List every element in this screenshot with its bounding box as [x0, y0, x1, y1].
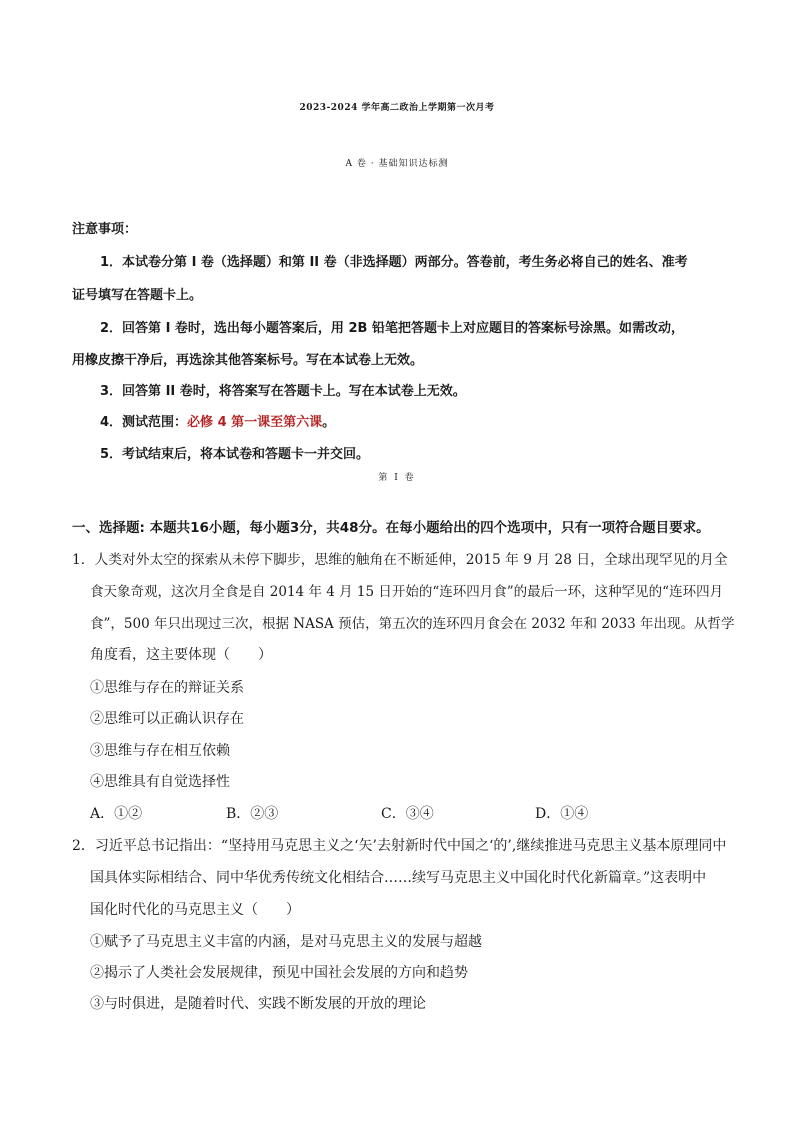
question-1-line-3: 食”，500 年只出现过三次，根据 NASA 预估，第五次的连环四月食会在 2032 年和 2033 年出现。从哲学: [90, 616, 735, 632]
question-2-line-3: 国化时代化的马克思主义（ ）: [90, 902, 300, 918]
test-scope-highlight: 必修 4 第一课至第六课: [187, 415, 323, 430]
question-2-line-2: 国具体实际相结合、同中华优秀传统文化相结合……续写马克思主义中国化时代化新篇章。”这表明中: [90, 870, 707, 886]
notice-item-1-line-2: 证号填写在答题卡上。: [72, 288, 203, 303]
question-1-choice-b: B．②③: [226, 806, 279, 822]
question-1-option-3: ③思维与存在相互依赖: [90, 743, 230, 759]
question-2-option-2: ②揭示了人类社会发展规律，预见中国社会发展的方向和趋势: [90, 965, 468, 981]
notice-item-3: 3．回答第 II 卷时，将答案写在答题卡上。写在本试卷上无效。: [100, 384, 466, 399]
question-1-choice-a: A．①②: [90, 806, 143, 822]
notice-heading: 注意事项：: [72, 222, 138, 237]
question-1-option-4: ④思维具有自觉选择性: [90, 774, 230, 790]
notice-item-1-line-1: 1．本试卷分第 I 卷（选择题）和第 II 卷（非选择题）两部分。答卷前，考生务必将自己的姓名、准考: [100, 255, 688, 270]
question-2-option-1: ①赋予了马克思主义丰富的内涵，是对马克思主义的发展与超越: [90, 934, 482, 950]
question-1-line-2: 食天象奇观，这次月全食是自 2014 年 4 月 15 日开始的“连环四月食”的最后一环，这种罕见的“连环四月: [90, 584, 724, 600]
notice-item-4-suffix: 。: [322, 415, 336, 430]
question-1-option-2: ②思维可以正确认识存在: [90, 711, 244, 727]
question-2-line-1: 2．习近平总书记指出：“坚持用马克思主义之‘矢’去射新时代中国之‘的’,继续推进马克思主义基本原理同中: [72, 838, 727, 854]
volume-title: 第 I 卷: [378, 473, 416, 483]
notice-item-5: 5．考试结束后，将本试卷和答题卡一并交回。: [100, 447, 370, 462]
question-1-option-1: ①思维与存在的辩证关系: [90, 680, 244, 696]
notice-item-2-line-1: 2．回答第 I 卷时，选出每小题答案后，用 2B 铅笔把答题卡上对应题目的答案标号涂黑。如需改动，: [100, 321, 684, 336]
notice-item-2-line-2: 用橡皮擦干净后，再选涂其他答案标号。写在本试卷上无效。: [72, 353, 424, 368]
notice-item-4: [100, 411, 335, 430]
question-1-choice-d: D．①④: [535, 806, 589, 822]
exam-title: 2023-2024 学年高二政治上学期第一次月考: [299, 103, 495, 113]
notice-item-4-prefix: 4．测试范围：: [100, 415, 188, 430]
question-1-line-4: 角度看，这主要体现（ ）: [90, 647, 272, 663]
question-1-choice-c: C．③④: [381, 806, 434, 822]
exam-subtitle: A 卷 · 基础知识达标测: [345, 159, 449, 169]
question-2-option-3: ③与时俱进，是随着时代、实践不断发展的开放的理论: [90, 996, 426, 1012]
question-1-line-1: 1．人类对外太空的探索从未停下脚步，思维的触角在不断延伸，2015 年 9 月 28 日，全球出现罕见的月全: [72, 552, 728, 568]
section-heading: 一、选择题: 本题共16小题，每小题3分，共48分。在每小题给出的四个选项中，只有一项符合题目要求。: [72, 520, 710, 536]
